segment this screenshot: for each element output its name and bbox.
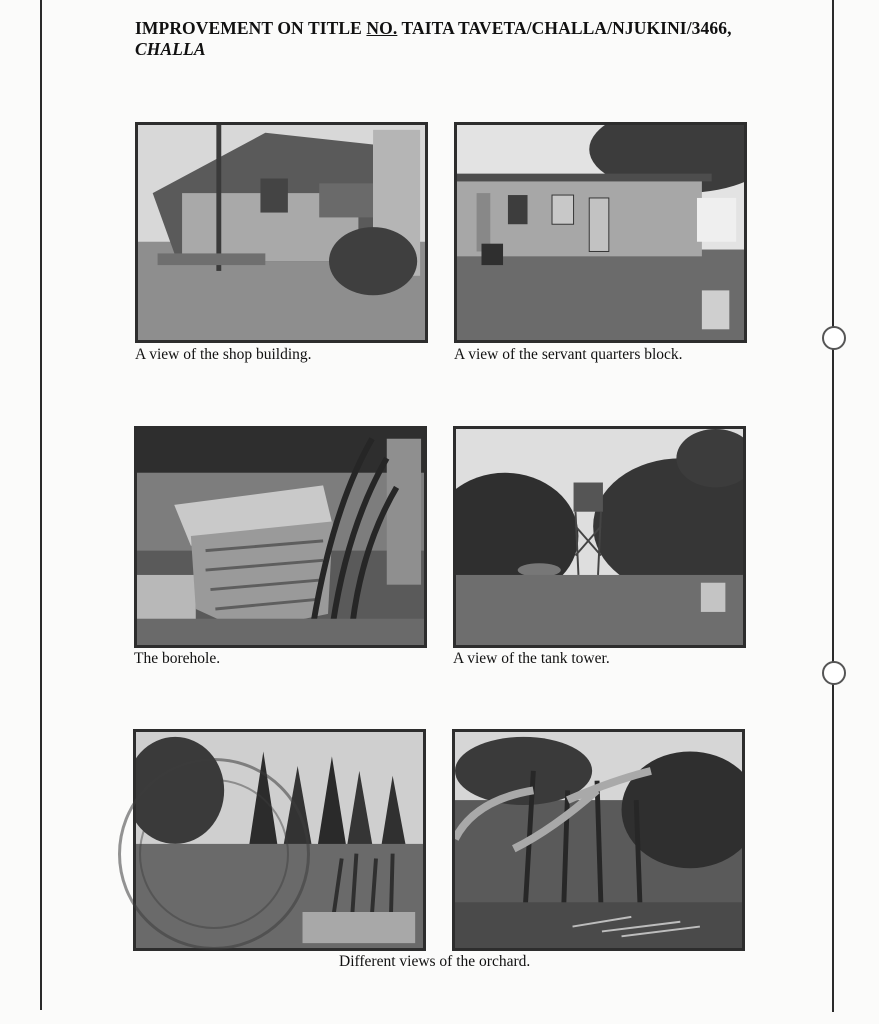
title-reference: TAITA TAVETA/CHALLA/NJUKINI/3466,	[397, 18, 732, 38]
borehole-photo	[134, 426, 427, 648]
title-location: CHALLA	[135, 39, 206, 59]
left-margin-line	[40, 0, 42, 1010]
punch-hole	[822, 326, 846, 350]
photo-caption: A view of the tank tower.	[453, 650, 610, 667]
photo-caption: The borehole.	[134, 650, 221, 667]
photo-caption: A view of the shop building.	[135, 346, 312, 363]
orchard-photo-right	[452, 729, 745, 951]
shop-building-photo	[135, 122, 428, 343]
orchard-photo-left	[133, 729, 426, 951]
title-no: NO.	[366, 18, 398, 38]
page-title: IMPROVEMENT ON TITLE NO. TAITA TAVETA/CHALLA/NJUKINI/3466, CHALLA	[135, 18, 775, 60]
right-margin-line	[832, 0, 834, 1012]
tank-tower-photo	[453, 426, 746, 648]
orchard-caption: Different views of the orchard.	[339, 953, 531, 970]
photo-caption: A view of the servant quarters block.	[454, 346, 683, 363]
servant-quarters-photo	[454, 122, 747, 343]
punch-hole	[822, 661, 846, 685]
